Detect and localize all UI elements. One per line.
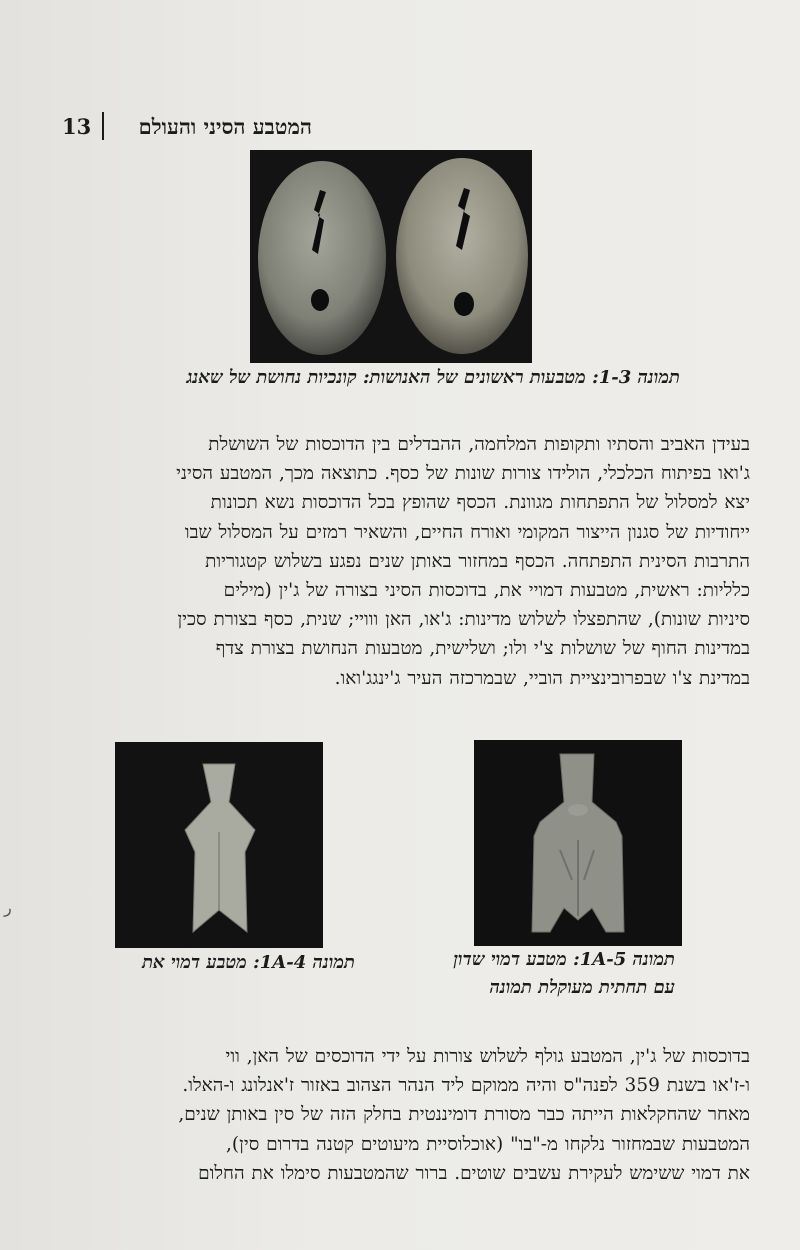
cowrie-coins-illustration xyxy=(250,150,532,363)
figure-3-caption xyxy=(453,946,675,1002)
text-line: במדינות החוף של שושלות צ'י ולו; ושלישית, מטבעות הנחושת בצורת צדף xyxy=(215,638,750,660)
text-line: יצא למסלול של התפתחות מגוונת. הכסף שהופץ בכל הדוכסות נשא תכונות xyxy=(210,492,750,514)
margin-mark: ر xyxy=(4,898,12,917)
paragraph-2 xyxy=(75,1042,750,1188)
text-line: כלליות: ראשית, מטבעות דמויי את, בדוכסות הסיני בצורה של ג'ין (מילים xyxy=(223,579,750,601)
text-line: סיניות שונות), שהתפצלו לשלוש מדינות: ג'או, האן ווויי; שנית, כסף בצורת סכין xyxy=(177,609,750,631)
figure-1-caption: תמונה 1-3: מטבעות ראשונים של האנושות: קונכיות נחושת של שאנג xyxy=(186,367,680,388)
text-line: בעידן האביב והסתיו ותקופות המלחמה, ההבדלים בין הדוכסות של השושלת xyxy=(208,434,750,455)
text-line: מאחר שהחקלאות הייתה כבר מסורת דומיננטית בחלק הזה של סין באותן שנים, xyxy=(178,1104,750,1126)
figure-2-caption: תמונה 1A-4: מטבע דמוי את xyxy=(142,952,355,973)
paragraph-1 xyxy=(75,430,750,693)
page-number: 13 xyxy=(62,114,92,139)
figure-3-caption-line-1: תמונה 1A-5: מטבע דמוי שדון xyxy=(453,949,675,970)
text-line: את דמוי ששימש לעקירת עשבים שוטים. ברור שהמטבעות סימלו את החלום xyxy=(198,1162,750,1184)
left-coin xyxy=(258,161,386,355)
text-line: ו-ז'או בשנת 359 לפנה"ס והיה ממוקם ליד הנהר הצהוב באזור ז'אנלונג ו-האלו. xyxy=(182,1075,750,1097)
figure-3-caption-line-2: עם תחתית מעוקלת תמונה xyxy=(489,977,675,998)
text-line: ייחודיות של סגנון הייצור המקומי ואורח החיים, והשאיר רמזים על המסלול שבו xyxy=(184,521,750,543)
text-line: התרבות הסינית התפתחה. הכסף במחזור באותן שנים נפגע בשלוש קטגוריות xyxy=(205,550,750,572)
cowrie-coins-photo xyxy=(250,150,532,363)
spade-coin-illustration xyxy=(115,742,323,948)
shovel-coin-photo xyxy=(474,740,682,946)
text-line: ג'ואו בפיתוח הכלכלי, הולידו צורות שונות של כסף. כתוצאה מכך, המטבע הסיני xyxy=(176,463,750,485)
text-line: המטבעות שבמחזור נלקחו מ-"בו" (אוכלוסיית מיעוטים קטנה בדרום סין), xyxy=(226,1133,750,1155)
right-coin xyxy=(396,158,528,354)
running-head xyxy=(62,112,312,142)
text-line: במדינת צ'ו שבפרובינציית הוביי, שבמרכזה העיר ג'ינגג'ואו. xyxy=(334,667,750,689)
header-divider xyxy=(102,112,104,140)
chapter-title: המטבע הסיני והעולם xyxy=(138,114,312,139)
shovel-coin-illustration xyxy=(474,740,682,946)
spade-coin-photo xyxy=(115,742,323,948)
text-line: בדוכסות של ג'ין, המטבע גולף לשלוש צורות על ידי הדוכסים של האן, ווי xyxy=(225,1046,750,1067)
